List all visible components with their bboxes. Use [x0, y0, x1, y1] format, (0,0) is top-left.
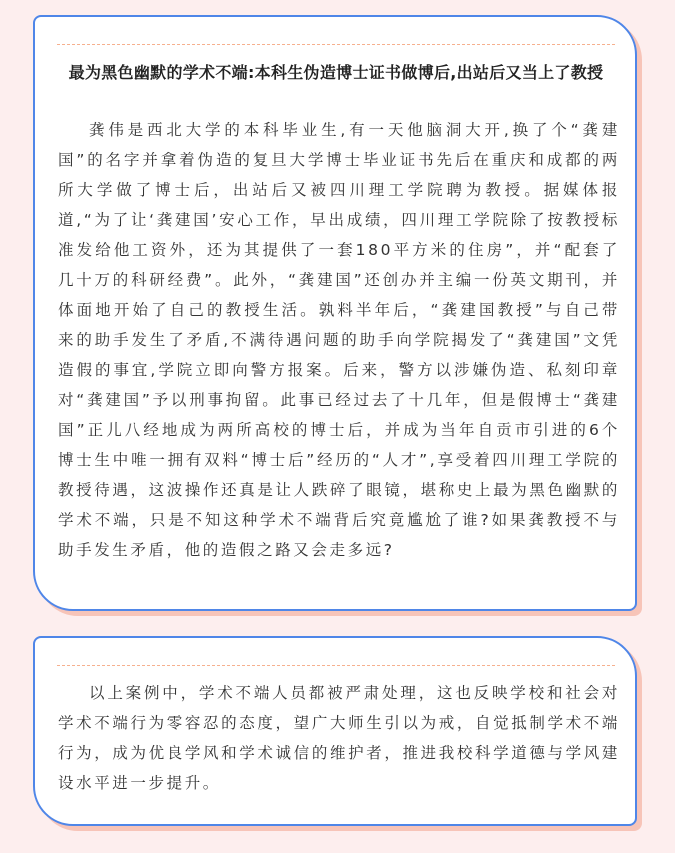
case-article-card — [33, 15, 637, 611]
conclusion-body: 以上案例中，学术不端人员都被严肃处理，这也反映学校和社会对学术不端行为零容忍的态度，望广大师生引以为戒，自觉抵制学术不端行为，成为优良学风和学术诚信的维护者，推进我校科学道德与学风建设水平进一步提升。 — [58, 684, 620, 792]
conclusion-card — [33, 636, 637, 826]
dashed-divider — [57, 665, 615, 666]
article-title: 最为黑色幽默的学术不端:本科生伪造博士证书做博后,出站后又当上了教授 — [68, 63, 604, 82]
article-body: 龚伟是西北大学的本科毕业生,有一天他脑洞大开,换了个“龚建国”的名字并拿着伪造的复旦大学博士毕业证书先后在重庆和成都的两所大学做了博士后，出站后又被四川理工学院聘为教授。据媒体报道,“为了让‘龚建国’安心工作，早出成绩，四川理工学院除了按教授标准发给他工资外，还为其提供了一套180平方米的住房”，并“配套了几十万的科研经费”。此外，“龚建国”还创办并主编一份英文期刊，并体面地开始了自己的教授生活。孰料半年后，“龚建国教授”与自己带来的助手发生了矛盾,不满待遇问题的助手向学院揭发了“龚建国”文凭造假的事宜,学院立即向警方报案。后来，警方以涉嫌伪造、私刻印章对“龚建国”予以刑事拘留。此事已经过去了十几年，但是假博士“龚建国”正儿八经地成为两所高校的博士后，并成为当年自贡市引进的6个博士生中唯一拥有双料“博士后”经历的“人才”,享受着四川理工学院的教授待遇，这波操作还真是让人跌碎了眼镜，堪称史上最为黑色幽默的学术不端，只是不知这种学术不端背后究竟尴尬了谁?如果龚教授不与助手发生矛盾，他的造假之路又会走多远? — [58, 121, 620, 559]
dashed-divider — [57, 44, 615, 45]
